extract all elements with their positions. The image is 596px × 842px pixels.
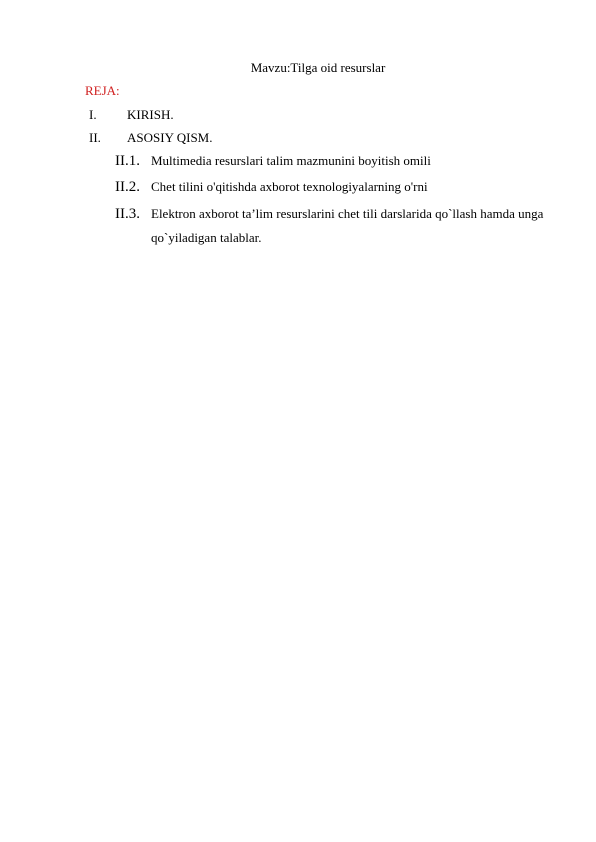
subsection-title-1: Multimedia resurslari talim mazmunini boyitish omili bbox=[151, 153, 431, 168]
subsection-number-2: II.2. bbox=[115, 179, 140, 195]
section-title-2: ASOSIY QISM. bbox=[127, 130, 213, 145]
plan-heading: REJA: bbox=[85, 83, 120, 98]
subsection-number-1: II.1. bbox=[115, 153, 140, 169]
section-number-2: II. bbox=[89, 130, 101, 145]
subsection-number-3: II.3. bbox=[115, 206, 140, 222]
document-title: Mavzu:Tilga oid resurslar bbox=[250, 60, 386, 75]
section-title-1: KIRISH. bbox=[127, 107, 174, 122]
subsection-title-2: Chet tilini o'qitishda axborot texnologiyalarning o'rni bbox=[151, 179, 428, 194]
subsection-title-3: Elektron axborot ta’lim resurslarini chet tili darslarida qo`llash hamda unga qo`yiladigan talablar. bbox=[151, 206, 544, 245]
section-number-1: I. bbox=[89, 107, 97, 122]
